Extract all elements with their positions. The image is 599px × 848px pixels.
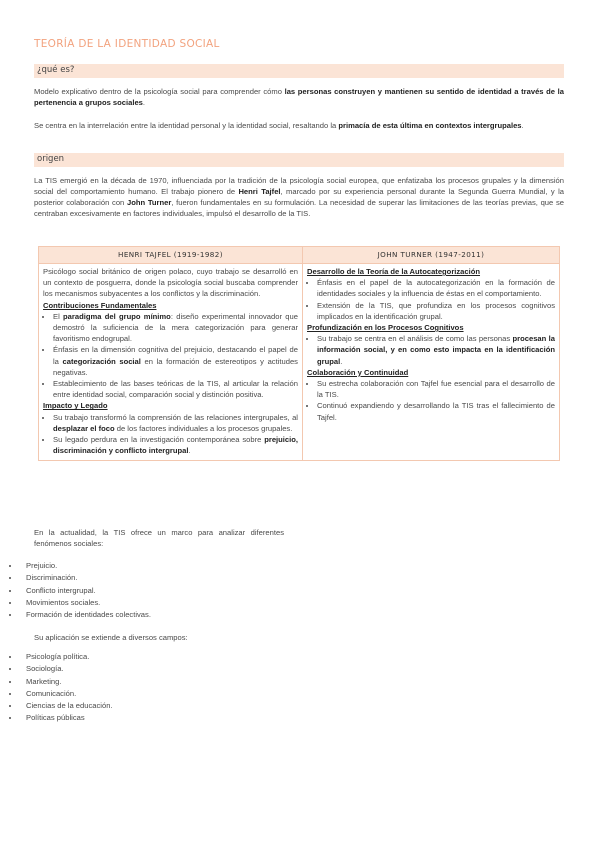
list-item: • Marketing.: [20, 676, 113, 688]
text: , fueron fundamentales en su formulación. La necesidad de superar las limitaciones de las teorías previas, que se centraban excesivamente en factores individuales, impulsó el desarrollo de la TIS.: [34, 198, 564, 218]
paragraph-definition: [34, 86, 564, 108]
emphasis: John Turner: [126, 198, 172, 207]
list-item: • Extensión de la TIS, que profundiza en los procesos cognitivos implicados en la identificación grupal.: [317, 300, 555, 322]
list-item: • Prejuicio.: [20, 560, 151, 572]
list: [43, 412, 298, 457]
text: La TIS emergió en la década de 1970, influenciada por la tradición de la psicología social europea, que enfatizaba los procesos grupales y la dimensión social del comportamiento humano. El trabajo pionero de: [34, 176, 564, 196]
subheading: Colaboración y Continuidad: [307, 367, 409, 377]
list-item: • Su trabajo se centra en el análisis de como las personas procesan la información social, y en como esto impacta en la identificación grupal.: [317, 333, 555, 367]
subheading: Profundización en los Procesos Cognitivos: [307, 323, 464, 333]
tajfel-cell: [39, 264, 303, 461]
list-item: • Políticas públicas: [20, 712, 113, 724]
emphasis: primacía de esta última en contextos intergrupales: [338, 121, 522, 130]
comparison-table: [38, 246, 560, 461]
section-band-origen: [34, 153, 564, 167]
list-item: • Discriminación.: [20, 572, 151, 584]
paragraph-origin: [34, 175, 564, 219]
list-item: • El paradigma del grupo mínimo: diseño experimental innovador que demostró la suficiencia de la mera categorización para generar favoritismo endogrupal.: [53, 311, 298, 345]
list-item: • Su estrecha colaboración con Tajfel fue esencial para el desarrollo de la TIS.: [317, 378, 555, 400]
list-item: • Movimientos sociales.: [20, 597, 151, 609]
text: Modelo explicativo dentro de la psicología social para comprender cómo: [34, 87, 285, 96]
text: Se centra en la interrelación entre la identidad personal y la identidad social, resaltando la: [34, 121, 339, 130]
section-heading: ¿qué es?: [37, 65, 75, 75]
section-band-que-es: [34, 64, 564, 78]
list: [307, 378, 555, 423]
phenomena-list: [10, 560, 151, 621]
header-turner: JOHN TURNER (1947-2011): [303, 247, 560, 264]
list-item: • Su trabajo transformó la comprensión de las relaciones intergrupales, al desplazar el foco de los factores individuales a los procesos grupales.: [53, 412, 298, 434]
text: , marcado por su experiencia personal durante la Segunda Guerra Mundial, y la posterior colaboración con: [34, 187, 564, 207]
header-tajfel: HENRI TAJFEL (1919-1982): [39, 247, 303, 264]
list-item: • Comunicación.: [20, 688, 113, 700]
list: [307, 333, 555, 367]
tajfel-intro: Psicólogo social británico de origen polaco, cuyo trabajo se desarrolló en un contexto de posguerra, donde la psicología social buscaba comprender los mecanismos subyacentes a los conflictos y la discriminación.: [43, 267, 298, 299]
text: .: [521, 121, 524, 130]
list-item: • Conflicto intergrupal.: [20, 585, 151, 597]
subheading: Impacto y Legado: [43, 401, 108, 411]
list-item: • Énfasis en la dimensión cognitiva del prejuicio, destacando el papel de la categorización social en la formación de estereotipos y actitudes negativas.: [53, 344, 298, 378]
paragraph-actualidad: En la actualidad, la TIS ofrece un marco para analizar diferentes fenómenos sociales:: [34, 528, 284, 548]
subheading: Contribuciones Fundamentales: [43, 300, 157, 310]
text: .: [142, 98, 146, 107]
table-header-row: [39, 247, 560, 264]
table-row: [39, 264, 560, 461]
paragraph-focus: [34, 120, 564, 131]
list: [307, 277, 555, 322]
list-item: • Énfasis en el papel de la autocategorización en la formación de identidades sociales y la influencia de éstas en el comportamiento.: [317, 277, 555, 299]
page-title: TEORÍA DE LA IDENTIDAD SOCIAL: [34, 38, 220, 50]
list-item: • Continuó expandiendo y desarrollando la TIS tras el fallecimiento de Tajfel.: [317, 400, 555, 422]
list-item: • Ciencias de la educación.: [20, 700, 113, 712]
emphasis: Henri Tajfel: [238, 187, 281, 196]
subheading: Desarrollo de la Teoría de la Autocategorización: [307, 267, 481, 276]
paragraph-aplicacion: Su aplicación se extiende a diversos campos:: [34, 633, 188, 642]
list: [43, 311, 298, 401]
emphasis: las personas construyen y mantienen su sentido de identidad a través de la pertenencia a grupos sociales: [34, 87, 564, 107]
list-item: • Establecimiento de las bases teóricas de la TIS, al articular la relación entre identidad social, comparación social y distinción positiva.: [53, 378, 298, 400]
list-item: • Formación de identidades colectivas.: [20, 609, 151, 621]
fields-list: [10, 651, 113, 725]
list-item: • Su legado perdura en la investigación contemporánea sobre prejuicio, discriminación y conflicto intergrupal.: [53, 434, 298, 456]
list-item: • Psicología política.: [20, 651, 113, 663]
section-heading: origen: [37, 154, 65, 164]
turner-cell: [303, 264, 560, 461]
list-item: • Sociología.: [20, 663, 113, 675]
